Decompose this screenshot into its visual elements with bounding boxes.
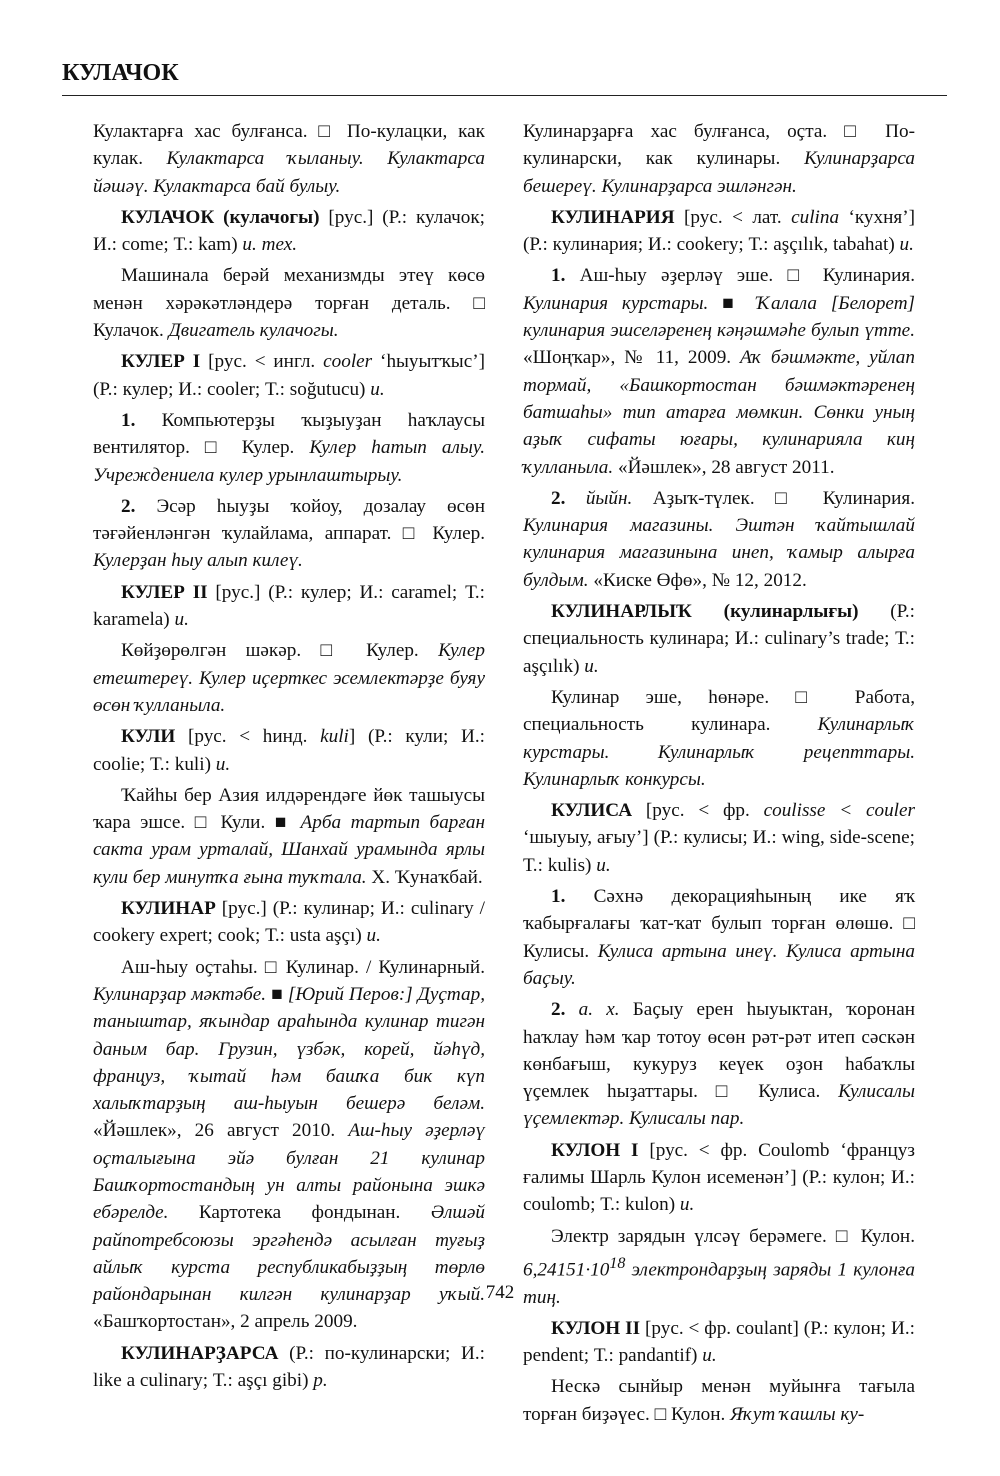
headword: КУЛОН II [551, 1317, 641, 1339]
entry-kulinar: КУЛИНАР [рус.] (Р.: кулинар; И.: culinary / cookery expert; cook; Т.: usta aşçı) и. [93, 898, 485, 947]
definition: Нескә сынйыр менән муйынға тағыла торған биҙәүес. □ Кулон. Яҡут ҡашлы ку- [523, 1376, 915, 1425]
sense-2: 2. Эсәр һыуҙы ҡойоу, дозалау өсөн тәғәйенләнгән ҡулайлама, аппарат. □ Кулер. Кулерҙан һыу алып килеү. [93, 495, 485, 572]
sense-1: 1. Сәхнә декорацияһының ике яҡ ҡабырғалағы ҡат-ҡат булып торған өлөшө. □ Кулисы. Кулиса артына инеү. Кулиса артына баҫыу. [523, 886, 915, 989]
headword: КУЛИНАР [121, 898, 216, 920]
headword: КУЛИ [121, 726, 176, 748]
headword: КУЛЕР I [121, 351, 201, 373]
definition: Кулинар эше, һөнәре. □ Работа, специальность кулинара. Кулинарлыҡ курстары. Кулинарлыҡ рецепттары. Кулинарлыҡ конкурсы. [523, 686, 915, 790]
sense-2: 2. йыйн. Аҙыҡ-түлек. □ Кулинария. Кулинария магазины. Эштән ҡайтышлай кулинария магазинына инеп, ҡамыр алырға булдым. «Киске Өфө», № 12, 2012. [523, 487, 915, 591]
headword: КУЛИНАРҘАРСА [121, 1342, 279, 1364]
headword: КУЛИНАРИЯ [551, 206, 675, 228]
entry-kuli: КУЛИ [рус. < һинд. kuli] (Р.: кули; И.: coolie; Т.: kuli) и. [93, 726, 486, 775]
headword: КУЛАЧОК (кулачогы) [121, 206, 320, 228]
entry-kulon-2: КУЛОН II [рус. < фр. coulant] (Р.: кулон; И.: pendent; Т.: pandantif) и. [523, 1317, 915, 1367]
definition: Электр зарядын үлсәү берәмеге. □ Кулон. $6,24151\cdot 10^{18}$ электрондарҙың заряды 1 кулонға тиң. [523, 1225, 915, 1308]
sense-1: 1. Компьютерҙы ҡыҙыуҙан һаҡлаусы вентилятор. □ Кулер. Кулер һатып алыу. Учреждениела кулер урынлаштырыу. [93, 409, 485, 486]
page-number: 742 [485, 1282, 515, 1303]
entry-kulisa: КУЛИСА [рус. < фр. coulisse < couler ‘шыуыу, ағыу’] (Р.: кулисы; И.: wing, side-scene; Т.: kulis) и. [523, 800, 915, 876]
header-rule [62, 95, 947, 96]
definition: Кулинарҙарға хас булғанса, оҫта. □ По-кулинарски, как кулинары. Кулинарҙарса бешереү. Кулинарҙарса эшләнгән. [523, 121, 915, 197]
entry-kuler-2: КУЛЕР II [рус.] (Р.: кулер; И.: caramel; Т.: karamela) и. [93, 581, 485, 631]
entry-kuler-1: КУЛЕР I [рус. < ингл. cooler ‘һыуытҡыс’] (Р.: кулер; И.: cooler; Т.: soğutucu) и. [93, 351, 485, 400]
sense-1: 1. Аш-һыу әҙерләү эше. □ Кулинария. Кулинария курстары. ■ Ҡалала [Белорет] кулинария эшселәренең кәңәшмәһе булып үтте. «Шоңҡар», № 11, 2009. Аҡ бәшмәкте, уйлап тормай, «Башкортостан бәшмәктәренең батшаһы» тип атарға мөмкин. Сөнки уның аҙыҡ сифаты юғары, кулинарияла киң ҡулланыла. «Йәшлек», 28 август 2011. [523, 265, 916, 478]
headword: КУЛИНАРЛЫҠ (кулинарлығы) [551, 601, 859, 623]
entry-kulachok: КУЛАЧОК (кулачогы) [рус.] (Р.: кулачок; И.: come; Т.: kam) и. тех. [93, 206, 485, 256]
left-column [93, 118, 485, 1398]
entry-continuation: Кулактарға хас булғанса. □ По-кулацки, как кулак. Кулактарса ҡыланыу. Кулактарса йәшәү. Кулактарса бай булыу. [93, 121, 485, 197]
running-head: КУЛАЧОК [62, 60, 179, 86]
entry-kulinarlyq: КУЛИНАРЛЫҠ (кулинарлығы) (Р.: специальность кулинара; И.: culinary’s trade; Т.: aşçılık) и. [523, 601, 915, 677]
entry-kulinardarsa: КУЛИНАРҘАРСА (Р.: по-кулинарски; И.: like a culinary; Т.: aşçı gibi) р. [93, 1342, 485, 1392]
definition: Аш-һыу оҫтаһы. □ Кулинар. / Кулинарный. Кулинарҙар мәктәбе. ■ [Юрий Перов:] Дуҫтар, таныштар, яҡындар араһында кулинар тигән даным бар. Грузин, үзбәк, корей, йәһүд, француз, ҡытай һәм башҡа бик күп халыҡтарҙың аш-һыуын бешерә беләм. «Йәшлек», 26 август 2010. Аш-һыу әҙерләү оҫталығына эйә булған 21 кулинар Башҡортостандың ун алты районына эшкә ебәрелдe. Картотека фондынан. Әлшәй райпотребсоюзы эргәһендә асылған туғыҙ айлыҡ курста республикабыҙҙың төрлө райондарынан килгән кулинарҙар уҡый. «Башҡортостан», 2 апрель 2009. [93, 956, 485, 1333]
sense-2: 2. а. х. Баҫыу ерен һыуыктан, ҡоронан һаҡлау һәм ҡар тотоу өсөн рәт-рәт итеп сәскән көнбағыш, кукуруз кеүек оҙон һабаҡлы үҫемлек һыҙаттары. □ Кулиса. Кулисалы үҫемлектәр. Кулисалы пар. [523, 999, 915, 1130]
definition: Ҡайһы бер Азия илдәрендәге йөк ташыусы ҡара эшсе. □ Кули. ■ Арба тартып барған сакта урам урталай, Шанхай урамында ярлы кули бер минутҡа ғына туҡтала. Х. Ҡунаҡбай. [93, 784, 485, 888]
definition: Машинала берәй механизмды этеү көсө менән хәрәкәтләндерә торған деталь. □ Кулачок. Двигатель кулачогы. [93, 265, 485, 342]
headword: КУЛОН I [551, 1139, 639, 1161]
headword: КУЛЕР II [121, 581, 208, 603]
right-column [523, 118, 915, 1432]
definition: Көйҙөрөлгән шәкәр. □ Кулер. Кулер етештереү. Кулер иҫерткес эсемлектәрҙе буяу өсөн ҡулланыла. [93, 640, 485, 716]
entry-kulon-1: КУЛОН I [рус. < фр. Coulomb ‘француз ғалимы Шарль Кулон исеменән’] (Р.: кулон; И.: coulomb; Т.: kulon) и. [523, 1139, 915, 1216]
headword: КУЛИСА [551, 800, 633, 822]
entry-kulinariya: КУЛИНАРИЯ [рус. < лат. culina ‘кухня’] (Р.: кулинария; И.: cookery; Т.: aşçılık, tabahat) и. [523, 206, 915, 256]
